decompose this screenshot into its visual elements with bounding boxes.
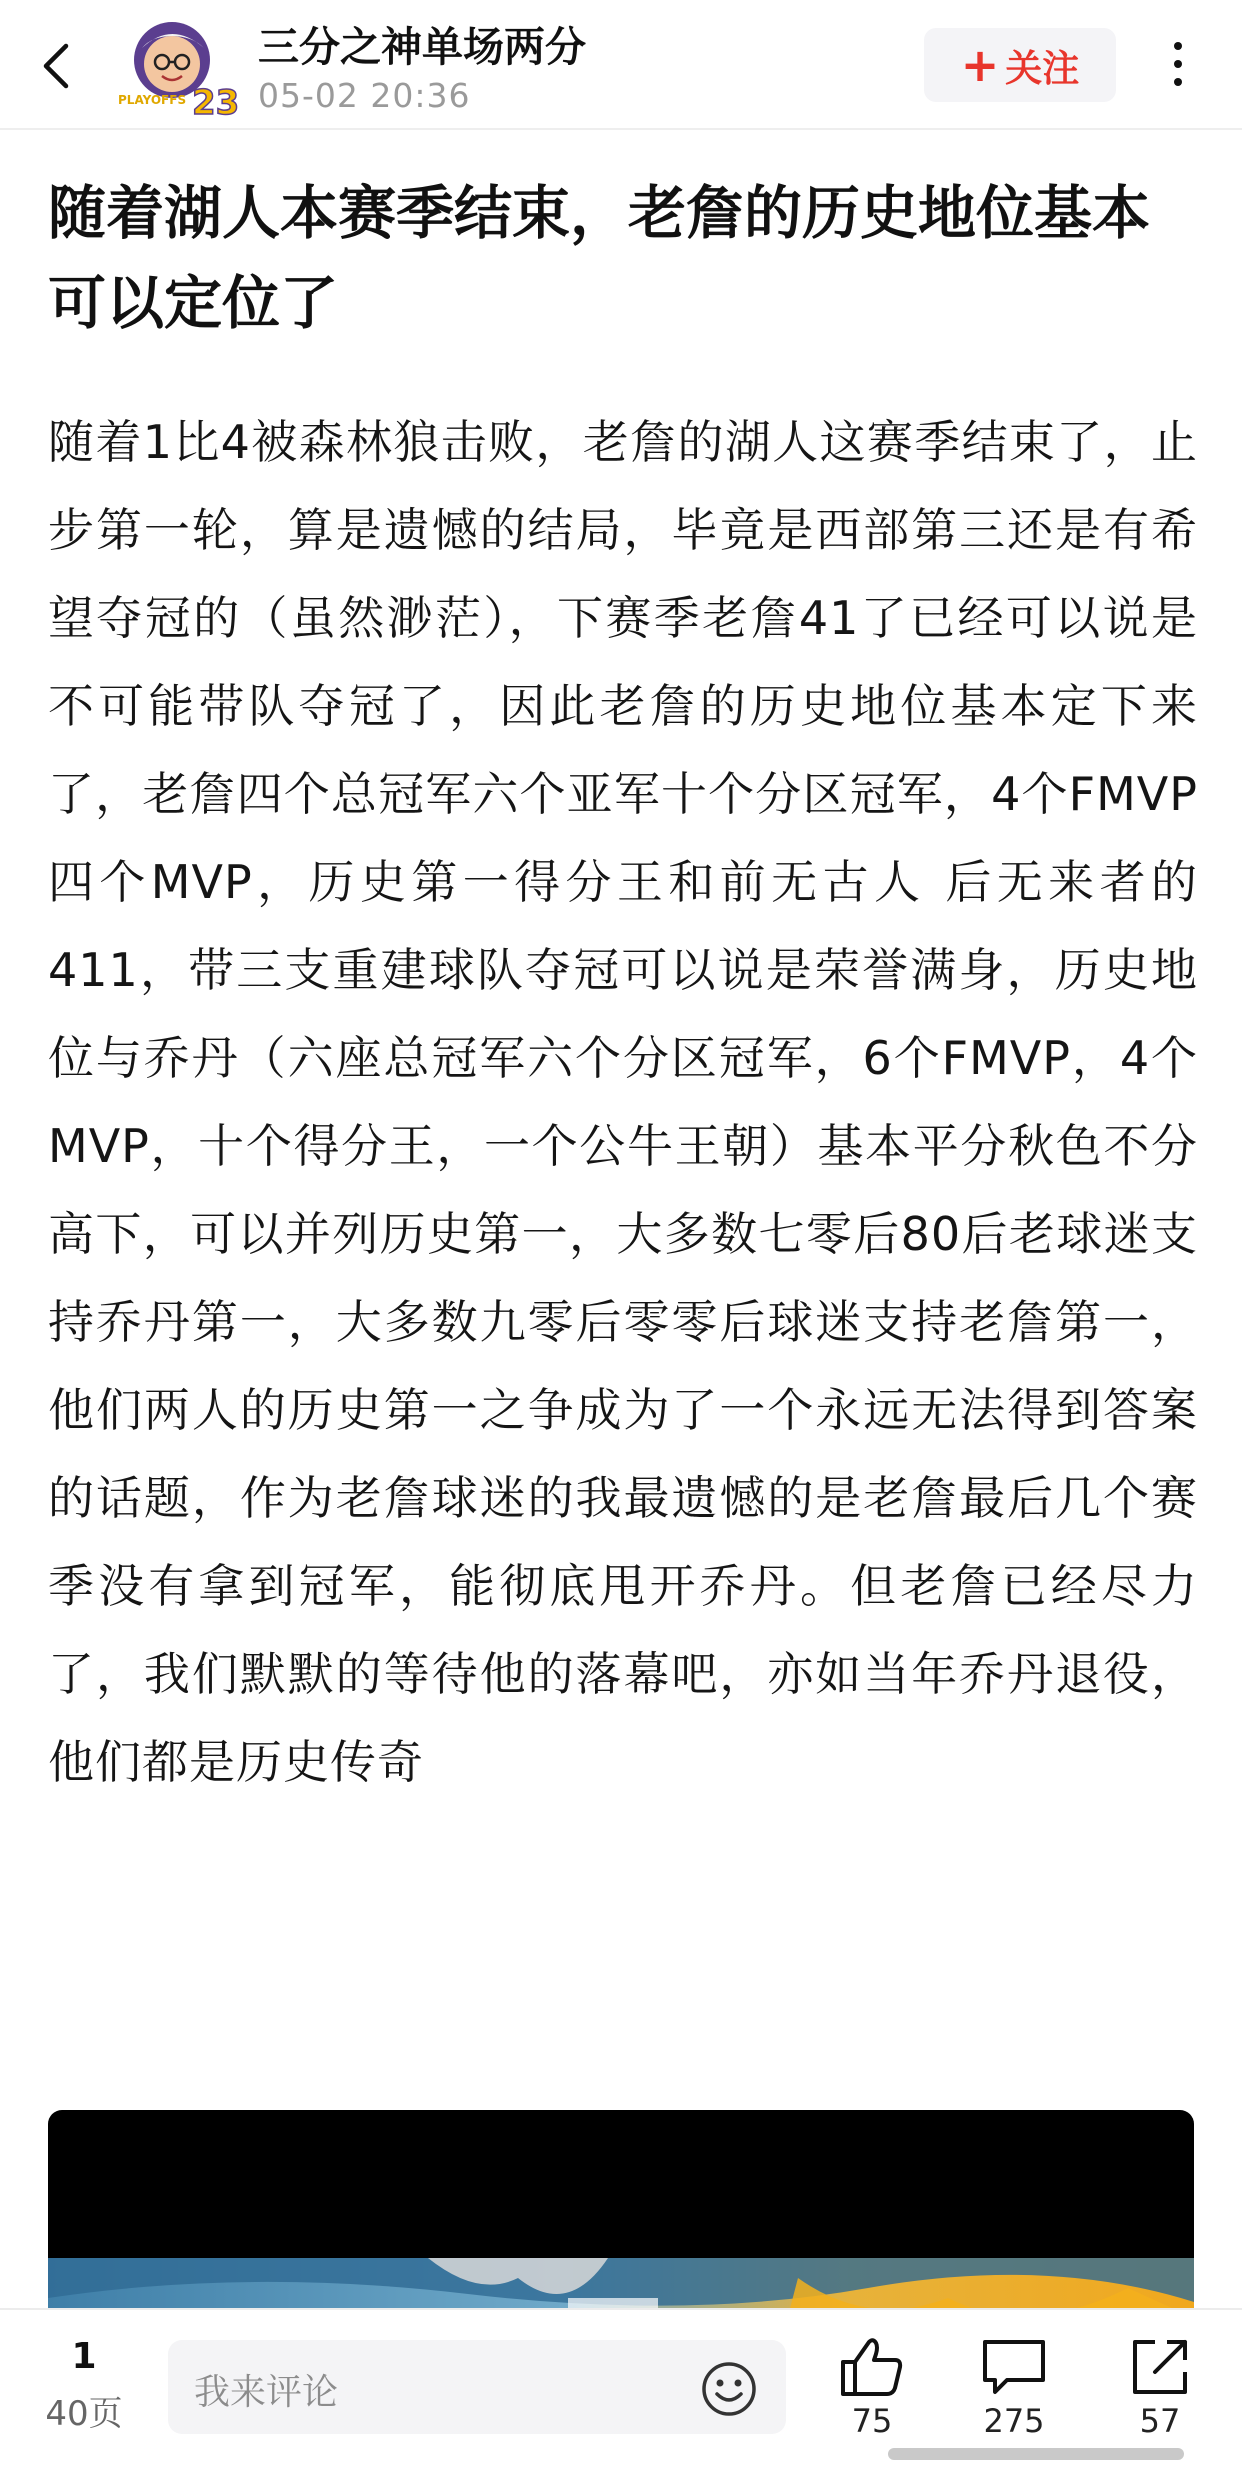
comment-placeholder: 我来评论 bbox=[194, 2372, 339, 2413]
share-arrow-icon bbox=[1129, 2336, 1191, 2398]
home-indicator bbox=[888, 2448, 1184, 2460]
more-vertical-icon[interactable] bbox=[1172, 38, 1184, 90]
post-body: 随着1比4被森林狼击败，老詹的湖人这赛季结束了，止步第一轮，算是遗憾的结局，毕竟是西部第三还是有希望夺冠的（虽然渺茫），下赛季老詹41了已经可以说是不可能带队夺冠了，因此老詹的历史地位基本定下来了，老詹四个总冠军六个亚军十个分区冠军，4个FMVP四个MVP，历史第一得分王和前无古人 后无来者的411，带三支重建球队夺冠可以说是荣誉满身，历史地位与乔丹（六座总冠军六个分区冠军，6个FMVP，4个MVP，十个得分王，一个公牛王朝）基本平分秋色不分高下，可以并列历史第一，大多数七零后80后老球迷支持乔丹第一，大多数九零后零零后球迷支持老詹第一，他们两人的历史第一之争成为了一个永远无法得到答案的话题，作为老詹球迷的我最遗憾的是老詹最后几个赛季没有拿到冠军，能彻底甩开乔丹。但老詹已经尽力了，我们默默的等待他的落幕吧，亦如当年乔丹退役，他们都是历史传奇 bbox=[48, 415, 1198, 1789]
comment-bubble-icon bbox=[981, 2336, 1047, 2398]
follow-label: 关注 bbox=[1005, 47, 1080, 90]
share-button[interactable] bbox=[1110, 2336, 1210, 2440]
page-current[interactable]: 1 bbox=[71, 2336, 97, 2377]
like-button[interactable] bbox=[822, 2336, 922, 2440]
author-avatar[interactable] bbox=[112, 14, 240, 123]
plus-icon: + bbox=[960, 38, 1000, 92]
follow-button[interactable] bbox=[924, 28, 1116, 102]
smiley-icon[interactable] bbox=[700, 2360, 758, 2418]
header-divider bbox=[0, 128, 1242, 130]
avatar-number: 23 bbox=[192, 83, 240, 123]
comment-button[interactable] bbox=[964, 2336, 1064, 2440]
chevron-left-icon[interactable] bbox=[38, 42, 78, 90]
post-title: 随着湖人本赛季结束，老詹的历史地位基本可以定位了 bbox=[48, 179, 1151, 337]
post-time: 05-02 20:36 bbox=[258, 76, 471, 115]
comment-count: 275 bbox=[983, 2402, 1045, 2440]
post-header bbox=[0, 0, 1242, 128]
share-count: 57 bbox=[1139, 2402, 1181, 2440]
page-total[interactable]: 40页 bbox=[45, 2394, 123, 2434]
thumbs-up-icon bbox=[839, 2336, 905, 2398]
avatar-badge-text: PLAYOFFS bbox=[118, 93, 187, 107]
bottom-action-bar bbox=[0, 2308, 1242, 2468]
comment-input[interactable] bbox=[168, 2340, 786, 2434]
author-name[interactable]: 三分之神单场两分 bbox=[258, 23, 586, 71]
like-count: 75 bbox=[851, 2402, 893, 2440]
